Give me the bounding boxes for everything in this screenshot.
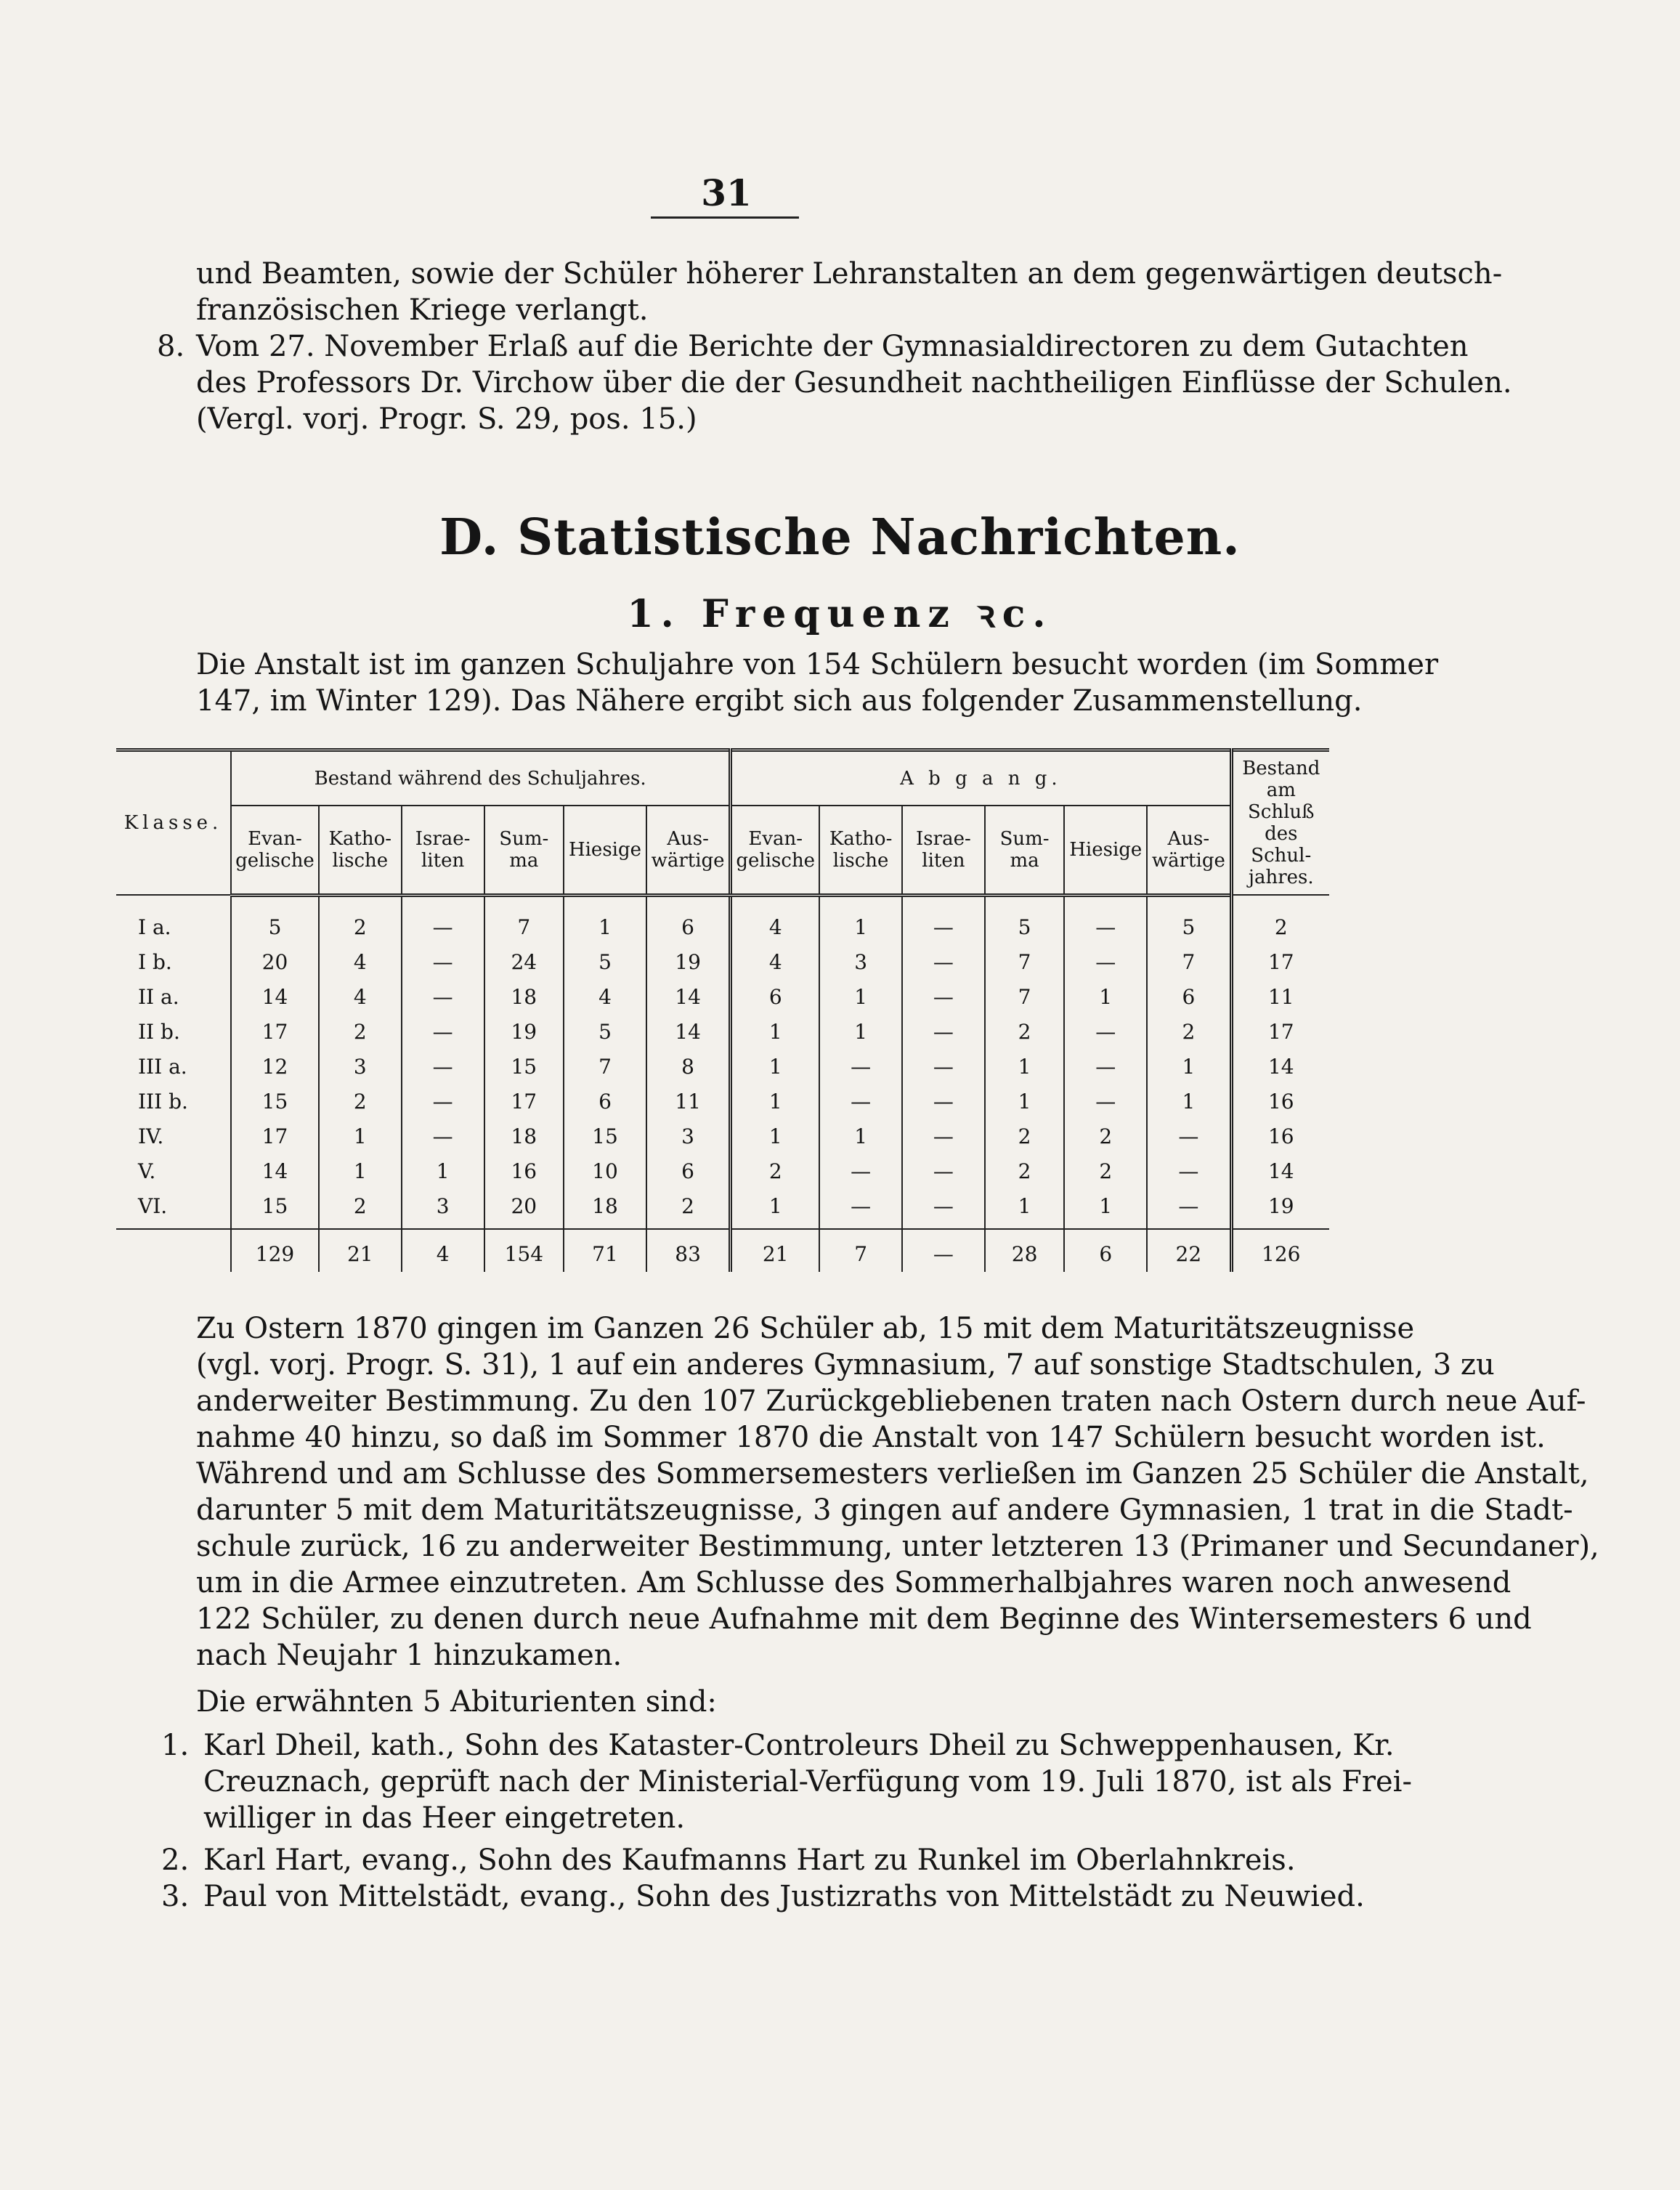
intro-text (196, 256, 1503, 328)
text-line: (vgl. vorj. Progr. S. 31), 1 auf ein anderes Gymnasium, 7 auf sonstige Stadtschulen, 3 zu (196, 1348, 1495, 1382)
abgang-cell: 1 (731, 1050, 819, 1084)
bestand-cell: 10 (564, 1154, 646, 1189)
klasse-cell: I b. (138, 949, 172, 974)
bestand-cell: 17 (484, 1084, 564, 1119)
table-row (116, 1050, 1329, 1084)
bestand-cell: 15 (484, 1050, 564, 1084)
bestand-cell: 12 (231, 1050, 319, 1084)
abgang-cell: 6 (1147, 980, 1231, 1015)
bestand-cell: — (402, 910, 484, 945)
bestand-cell: — (402, 945, 484, 980)
abgang-cell: 4 (731, 910, 819, 945)
abgang-cell: 7 (985, 945, 1065, 980)
abgang-cell: — (902, 945, 985, 980)
total-end-cell: 126 (1231, 1229, 1329, 1272)
table-row (116, 1015, 1329, 1050)
bestand-cell: 16 (484, 1154, 564, 1189)
text-line: Karl Dheil, kath., Sohn des Kataster-Controleurs Dheil zu Schweppenhausen, Kr. (203, 1729, 1395, 1762)
bestand-cell: 1 (319, 1119, 402, 1154)
bestand-end-cell: 17 (1231, 1015, 1329, 1050)
klasse-cell: II a. (138, 984, 179, 1009)
bestand-cell: 24 (484, 945, 564, 980)
bestand-cell: 14 (646, 1015, 731, 1050)
bestand-cell: 15 (231, 1084, 319, 1119)
text-line: Karl Hart, evang., Sohn des Kaufmanns Hart zu Runkel im Oberlahnkreis. (203, 1844, 1296, 1877)
header-summa: Sum- ma (985, 806, 1065, 895)
klasse-cell: II b. (138, 1019, 180, 1044)
table-row (116, 980, 1329, 1015)
abgang-cell: 1 (819, 1119, 902, 1154)
total-abgang-cell: 21 (731, 1229, 819, 1272)
total-bestand-cell: 4 (402, 1229, 484, 1272)
bestand-cell: 3 (319, 1050, 402, 1084)
table-row (116, 1189, 1329, 1229)
abgang-cell: — (902, 1050, 985, 1084)
header-kath: Katho- lische (819, 806, 902, 895)
abgang-cell: 1 (731, 1119, 819, 1154)
bestand-cell: 11 (646, 1084, 731, 1119)
abgang-cell: 2 (731, 1154, 819, 1189)
bestand-cell: — (402, 1084, 484, 1119)
abgang-cell: — (902, 1084, 985, 1119)
bestand-end-cell: 17 (1231, 945, 1329, 980)
section-title: D. Statistische Nachrichten. (439, 508, 1241, 567)
bestand-end-cell: 2 (1231, 910, 1329, 945)
text-line: um in die Armee einzutreten. Am Schlusse des Sommerhalbjahres waren noch anwesend (196, 1566, 1511, 1599)
abgang-cell: — (902, 1119, 985, 1154)
text-line: Zu Ostern 1870 gingen im Ganzen 26 Schüler ab, 15 mit dem Maturitätszeugnisse (196, 1312, 1415, 1345)
bestand-end-cell: 11 (1231, 980, 1329, 1015)
bestand-cell: — (402, 980, 484, 1015)
totals-label-cell (116, 1229, 231, 1272)
bestand-cell: 5 (564, 945, 646, 980)
bestand-cell: 4 (319, 945, 402, 980)
header-ausw: Aus- wärtige (1147, 806, 1231, 895)
bestand-cell: 18 (564, 1189, 646, 1229)
text-line: schule zurück, 16 zu anderweiter Bestimmung, unter letzteren 13 (Primaner und Secundaner), (196, 1530, 1599, 1563)
abiturienten-list (161, 1727, 1412, 1915)
abgang-cell: — (1147, 1154, 1231, 1189)
abgang-cell: 2 (985, 1119, 1065, 1154)
klasse-cell: III a. (138, 1054, 187, 1079)
text-line: des Professors Dr. Virchow über die der Gesundheit nachtheiligen Einflüsse der Schulen. (196, 366, 1512, 400)
bestand-cell: 2 (319, 1189, 402, 1229)
header-summa: Sum- ma (484, 806, 564, 895)
bestand-end-cell: 16 (1231, 1119, 1329, 1154)
total-abgang-cell: 7 (819, 1229, 902, 1272)
abgang-cell: 5 (1147, 910, 1231, 945)
abgang-cell: — (819, 1084, 902, 1119)
total-bestand-cell: 83 (646, 1229, 731, 1272)
bestand-cell: 4 (564, 980, 646, 1015)
table-row (116, 1119, 1329, 1154)
text-line: Die Anstalt ist im ganzen Schuljahre von 154 Schülern besucht worden (im Sommer (196, 648, 1439, 681)
abgang-cell: 1 (731, 1015, 819, 1050)
abgang-cell: — (819, 1154, 902, 1189)
table-row (116, 945, 1329, 980)
abgang-cell: 1 (1147, 1050, 1231, 1084)
intro-paragraph (196, 646, 1439, 719)
bestand-cell: 6 (646, 1154, 731, 1189)
table-row (116, 1154, 1329, 1189)
total-abgang-cell: 6 (1064, 1229, 1147, 1272)
header-abgang: A b g a n g. (731, 750, 1231, 806)
abgang-cell: — (1064, 910, 1147, 945)
bestand-cell: 14 (231, 1154, 319, 1189)
bestand-cell: 15 (564, 1119, 646, 1154)
bestand-cell: 7 (564, 1050, 646, 1084)
abgang-cell: — (902, 910, 985, 945)
text-line: (Vergl. vorj. Progr. S. 29, pos. 15.) (196, 402, 697, 436)
total-bestand-cell: 21 (319, 1229, 402, 1272)
header-evang: Evan- gelische (231, 806, 319, 895)
total-bestand-cell: 129 (231, 1229, 319, 1272)
total-abgang-cell: 22 (1147, 1229, 1231, 1272)
abgang-cell: 7 (1147, 945, 1231, 980)
text-line: darunter 5 mit dem Maturitätszeugnisse, 3 gingen auf andere Gymnasien, 1 trat in die Stadt- (196, 1493, 1573, 1527)
table-row (116, 1084, 1329, 1119)
bestand-cell: 3 (646, 1119, 731, 1154)
frequency-table-wrap (116, 748, 1329, 1272)
paragraph-2 (196, 1310, 1599, 1674)
header-isr: Israe- liten (902, 806, 985, 895)
bestand-cell: 17 (231, 1015, 319, 1050)
abgang-cell: 1 (819, 980, 902, 1015)
text-line: nach Neujahr 1 hinzukamen. (196, 1639, 622, 1672)
frequency-table (116, 748, 1329, 1272)
abgang-cell: — (1064, 1050, 1147, 1084)
abgang-cell: 7 (985, 980, 1065, 1015)
abgang-cell: — (1064, 945, 1147, 980)
page-number: 31 (701, 171, 752, 214)
text-line: Die erwähnten 5 Abiturienten sind: (196, 1685, 717, 1719)
bestand-cell: 6 (646, 910, 731, 945)
bestand-cell: 3 (402, 1189, 484, 1229)
bestand-end-cell: 19 (1231, 1189, 1329, 1229)
abgang-cell: 1 (819, 910, 902, 945)
header-ausw: Aus- wärtige (646, 806, 731, 895)
list-number: 3. (161, 1880, 190, 1913)
page-number-rule (651, 216, 799, 219)
abgang-cell: 2 (1064, 1119, 1147, 1154)
list-number: 2. (161, 1844, 190, 1877)
header-evang: Evan- gelische (731, 806, 819, 895)
header-klasse: Klasse. (116, 750, 231, 896)
bestand-cell: 1 (564, 910, 646, 945)
bestand-cell: — (402, 1050, 484, 1084)
klasse-cell: VI. (138, 1193, 168, 1218)
abgang-cell: 2 (1064, 1154, 1147, 1189)
header-hiesige: Hiesige (1064, 806, 1147, 895)
text-line: nahme 40 hinzu, so daß im Sommer 1870 die Anstalt von 147 Schülern besucht worden ist. (196, 1421, 1546, 1454)
bestand-end-cell: 16 (1231, 1084, 1329, 1119)
subsection-title: 1. Frequenz ꝛc. (627, 592, 1053, 636)
total-bestand-cell: 154 (484, 1229, 564, 1272)
klasse-cell: V. (138, 1159, 156, 1183)
bestand-cell: 2 (319, 1015, 402, 1050)
list-number: 1. (161, 1729, 190, 1762)
abgang-cell: — (1064, 1084, 1147, 1119)
abgang-cell: 1 (985, 1189, 1065, 1229)
text-line: anderweiter Bestimmung. Zu den 107 Zurückgebliebenen traten nach Ostern durch neue Auf- (196, 1384, 1586, 1418)
bestand-cell: 2 (646, 1189, 731, 1229)
text-line: französischen Kriege verlangt. (196, 293, 649, 327)
abgang-cell: 1 (985, 1084, 1065, 1119)
abgang-cell: — (902, 1189, 985, 1229)
abgang-cell: 1 (1064, 1189, 1147, 1229)
abgang-cell: — (819, 1189, 902, 1229)
total-abgang-cell: 28 (985, 1229, 1065, 1272)
klasse-cell: IV. (138, 1124, 164, 1148)
text-line: 147, im Winter 129). Das Nähere ergibt sich aus folgender Zusammenstellung. (196, 684, 1363, 718)
bestand-cell: 7 (484, 910, 564, 945)
abgang-cell: — (902, 1015, 985, 1050)
total-abgang-cell: — (902, 1229, 985, 1272)
abgang-cell: 1 (1147, 1084, 1231, 1119)
text-line: williger in das Heer eingetreten. (203, 1801, 686, 1835)
bestand-cell: 8 (646, 1050, 731, 1084)
bestand-cell: 20 (231, 945, 319, 980)
abgang-cell: 1 (819, 1015, 902, 1050)
bestand-cell: 14 (646, 980, 731, 1015)
abgang-cell: 1 (731, 1189, 819, 1229)
bestand-cell: 20 (484, 1189, 564, 1229)
text-line: Paul von Mittelstädt, evang., Sohn des Justizraths von Mittelstädt zu Neuwied. (203, 1880, 1365, 1913)
header-bestand-end: Bestand am Schluß des Schul- jahres. (1231, 750, 1329, 896)
abgang-cell: — (1064, 1015, 1147, 1050)
abgang-cell: 4 (731, 945, 819, 980)
abgang-cell: 2 (1147, 1015, 1231, 1050)
table-body (116, 895, 1329, 1272)
bestand-cell: 4 (319, 980, 402, 1015)
bestand-cell: 19 (484, 1015, 564, 1050)
total-bestand-cell: 71 (564, 1229, 646, 1272)
bestand-cell: 5 (564, 1015, 646, 1050)
bestand-cell: 18 (484, 1119, 564, 1154)
header-bestand: Bestand während des Schuljahres. (231, 750, 731, 806)
text-line: Vom 27. November Erlaß auf die Berichte der Gymnasialdirectoren zu dem Gutachten (196, 330, 1469, 363)
header-hiesige: Hiesige (564, 806, 646, 895)
bestand-cell: 19 (646, 945, 731, 980)
abgang-cell: 1 (985, 1050, 1065, 1084)
bestand-cell: 1 (402, 1154, 484, 1189)
abgang-cell: — (902, 980, 985, 1015)
abgang-cell: 1 (731, 1084, 819, 1119)
abgang-cell: — (1147, 1189, 1231, 1229)
klasse-cell: III b. (138, 1089, 188, 1114)
bestand-cell: — (402, 1015, 484, 1050)
bestand-cell: 2 (319, 910, 402, 945)
klasse-cell: I a. (138, 914, 171, 939)
header-kath: Katho- lische (319, 806, 402, 895)
bestand-cell: 17 (231, 1119, 319, 1154)
abgang-cell: 2 (985, 1015, 1065, 1050)
text-line: Während und am Schlusse des Sommersemesters verließen im Ganzen 25 Schüler die Anstalt, (196, 1457, 1589, 1491)
abgang-cell: — (819, 1050, 902, 1084)
header-isr: Israe- liten (402, 806, 484, 895)
bestand-cell: 15 (231, 1189, 319, 1229)
text-line: 122 Schüler, zu denen durch neue Aufnahme mit dem Beginne des Wintersemesters 6 und (196, 1602, 1532, 1636)
abgang-cell: — (902, 1154, 985, 1189)
bestand-end-cell: 14 (1231, 1154, 1329, 1189)
text-line: Creuznach, geprüft nach der Ministerial-Verfügung vom 19. Juli 1870, ist als Frei- (203, 1765, 1412, 1798)
list-item-8 (157, 328, 1512, 437)
text-line: und Beamten, sowie der Schüler höherer Lehranstalten an dem gegenwärtigen deutsch- (196, 257, 1503, 291)
totals-row (116, 1229, 1329, 1272)
bestand-cell: 6 (564, 1084, 646, 1119)
bestand-cell: 2 (319, 1084, 402, 1119)
abgang-cell: 5 (985, 910, 1065, 945)
bestand-cell: 5 (231, 910, 319, 945)
abiturienten-intro (196, 1684, 1329, 1720)
abgang-cell: 6 (731, 980, 819, 1015)
table-row (116, 910, 1329, 945)
abgang-cell: — (1147, 1119, 1231, 1154)
bestand-cell: 14 (231, 980, 319, 1015)
bestand-cell: 1 (319, 1154, 402, 1189)
bestand-end-cell: 14 (1231, 1050, 1329, 1084)
bestand-cell: 18 (484, 980, 564, 1015)
abgang-cell: 2 (985, 1154, 1065, 1189)
bestand-cell: — (402, 1119, 484, 1154)
abgang-cell: 1 (1064, 980, 1147, 1015)
abgang-cell: 3 (819, 945, 902, 980)
list-number: 8. (157, 330, 185, 363)
